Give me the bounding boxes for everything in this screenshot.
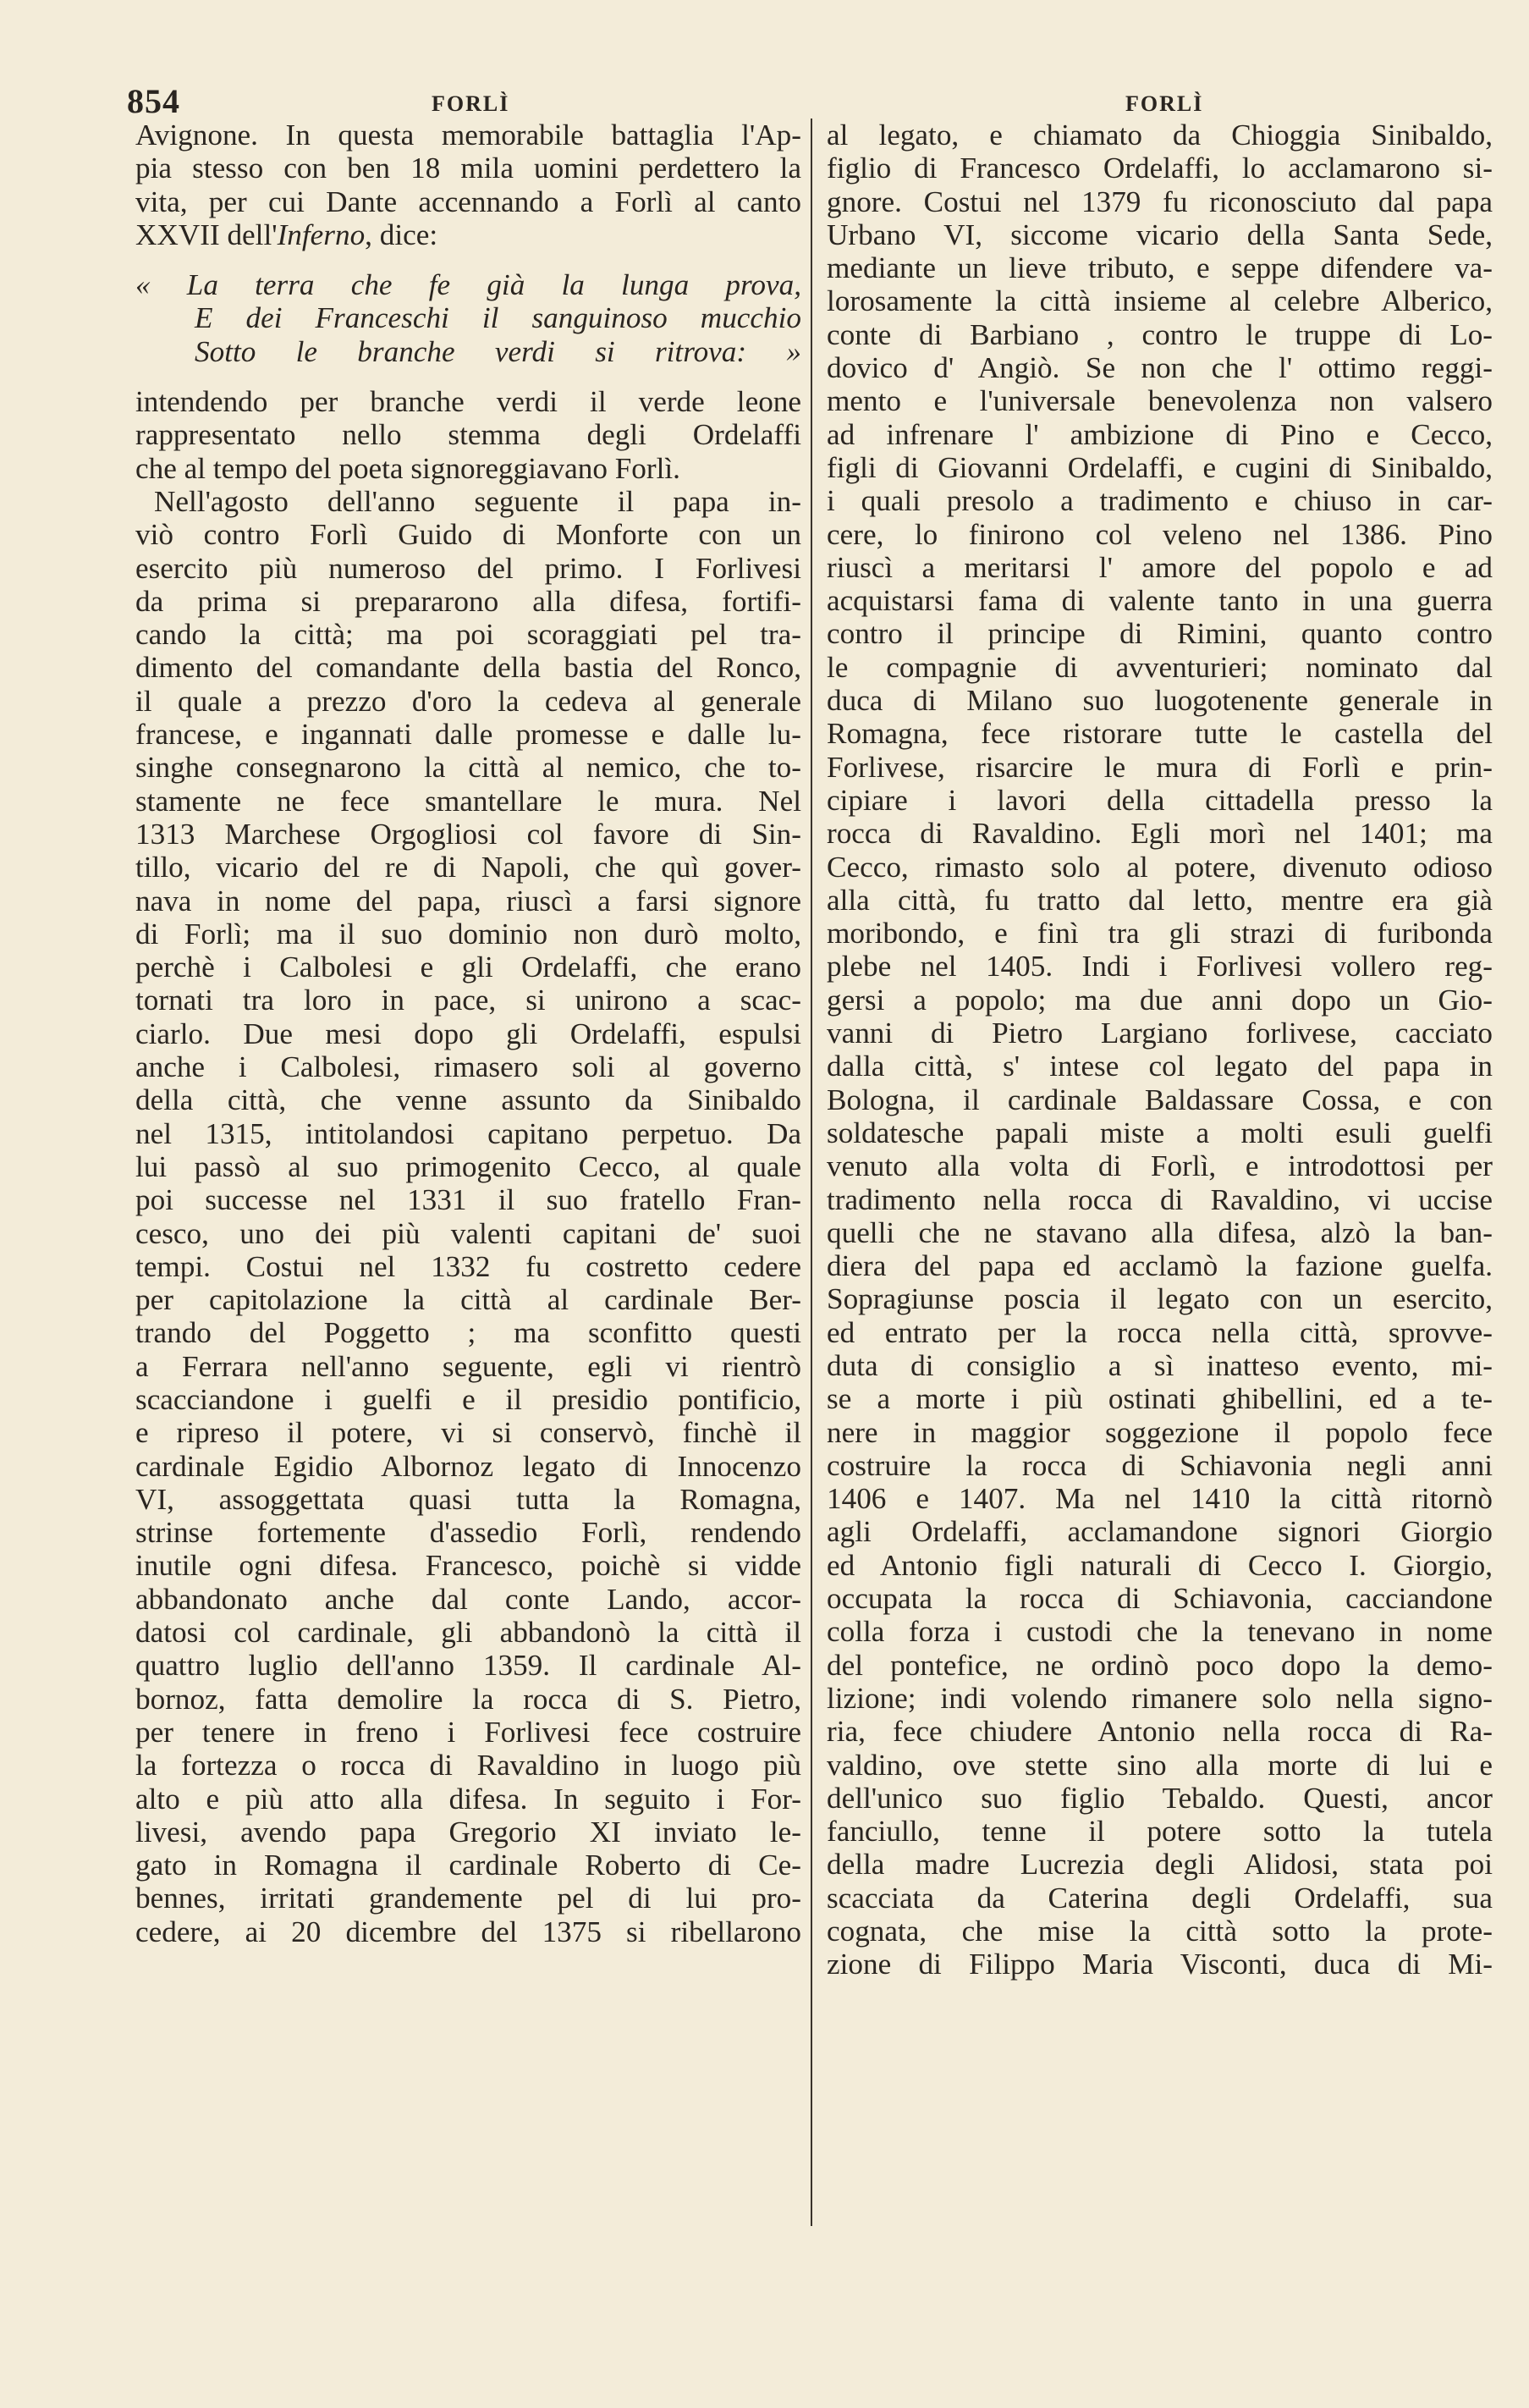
text-line: singhe consegnarono la città al nemico, che to- xyxy=(135,751,801,785)
text-line: valdino, ove stette sino alla morte di lui e xyxy=(827,1748,1493,1782)
text-line: pia stesso con ben 18 mila uomini perdettero la xyxy=(135,152,801,185)
text-line: Bologna, il cardinale Baldassare Cossa, e con xyxy=(827,1083,1493,1116)
column-divider xyxy=(811,118,812,2226)
text-line: mediante un lieve tributo, e seppe difendere va- xyxy=(827,251,1493,285)
text-line: livesi, avendo papa Gregorio XI inviato le- xyxy=(135,1815,801,1849)
text-line: lui passò al suo primogenito Cecco, al quale xyxy=(135,1149,801,1183)
text-line: colla forza i custodi che la tenevano in nome xyxy=(827,1615,1493,1649)
dante-verse xyxy=(135,268,801,368)
text-line: dalla città, s' intese col legato del papa in xyxy=(827,1050,1493,1083)
text-line: gnore. Costui nel 1379 fu riconosciuto dal papa xyxy=(827,185,1493,218)
text-line: bennes, irritati grandemente pel di lui pro- xyxy=(135,1882,801,1915)
text-line: trando del Poggetto ; ma sconfitto questi xyxy=(135,1316,801,1350)
text-line: soldatesche papali miste a molti esuli guelfi xyxy=(827,1116,1493,1149)
text-line: scacciandone i guelfi e il presidio pontificio, xyxy=(135,1382,801,1416)
text-line: ciarlo. Due mesi dopo gli Ordelaffi, espulsi xyxy=(135,1017,801,1050)
text-line: per capitolazione la città al cardinale Ber- xyxy=(135,1283,801,1317)
text-line: rappresentato nello stemma degli Ordelaffi xyxy=(135,418,801,452)
text-line: che al tempo del poeta signoreggiavano Forlì. xyxy=(135,451,680,485)
text-line: cipiare i lavori della cittadella presso la xyxy=(827,783,1493,817)
text-line: acquistarsi fama di valente tanto in una guerra xyxy=(827,584,1493,618)
text-line: riuscì a meritarsi l' amore del popolo e ad xyxy=(827,550,1493,584)
text-line: cando la città; ma poi scoraggiati pel tra- xyxy=(135,618,801,652)
text-line: Nell'agosto dell'anno seguente il papa in- xyxy=(154,484,801,518)
text-line: 1313 Marchese Orgogliosi col favore di Sin- xyxy=(135,817,801,851)
text-line: viò contro Forlì Guido di Monforte con un xyxy=(135,518,801,552)
text-line: ria, fece chiudere Antonio nella rocca di Ra- xyxy=(827,1715,1493,1749)
text-line: cesco, uno dei più valenti capitani de' suoi xyxy=(135,1216,801,1250)
text-line: dell'unico suo figlio Tebaldo. Questi, ancor xyxy=(827,1781,1493,1815)
verse-line: E dei Franceschi il sanguinoso mucchio xyxy=(195,301,801,335)
text-line: i quali presolo a tradimento e chiuso in car- xyxy=(827,484,1493,518)
text-line: cardinale Egidio Albornoz legato di Innocenzo xyxy=(135,1449,801,1483)
text-line: cere, lo finirono col veleno nel 1386. Pino xyxy=(827,517,1493,551)
text-line: contro il principe di Rimini, quanto contro xyxy=(827,617,1493,651)
text-line: di Forlì; ma il suo dominio non durò molto, xyxy=(135,917,801,951)
text-line: gato in Romagna il cardinale Roberto di Ce- xyxy=(135,1849,801,1882)
text-line: gersi a popolo; ma due anni dopo un Gio- xyxy=(827,983,1493,1017)
text-line: cognata, che mise la città sotto la prote- xyxy=(827,1915,1493,1948)
left-intro-lines xyxy=(135,118,801,251)
text-line: costruire la rocca di Schiavonia negli anni xyxy=(827,1448,1493,1482)
text-line: ed entrato per la rocca nella città, sprovve- xyxy=(827,1315,1493,1349)
text-line: da prima si prepararono alla difesa, fortifi- xyxy=(135,584,801,618)
text-line: venuto alla volta di Forlì, e introdottosi per xyxy=(827,1149,1493,1183)
text-line: poi successe nel 1331 il suo fratello Fran- xyxy=(135,1183,801,1217)
running-head-right: FORLÌ xyxy=(1125,91,1204,116)
text-line: tradimento nella rocca di Ravaldino, vi uccise xyxy=(827,1182,1493,1216)
text-line: zione di Filippo Maria Visconti, duca di Mi- xyxy=(827,1948,1493,1981)
text-line: Urbano VI, siccome vicario della Santa Sede, xyxy=(827,218,1493,251)
verse-line: Sotto le branche verdi si ritrova: » xyxy=(195,334,801,368)
text-line: alla città, fu tratto dal letto, mentre era già xyxy=(827,883,1493,917)
text-line: plebe nel 1405. Indi i Forlivesi vollero reg- xyxy=(827,950,1493,984)
text-line: della città, che venne assunto da Sinibaldo xyxy=(135,1083,801,1117)
text-line: nel 1315, intitolandosi capitano perpetuo. Da xyxy=(135,1116,801,1150)
text-line: quelli che ne stavano alla difesa, alzò la ban- xyxy=(827,1215,1493,1249)
text-line: scacciata da Caterina degli Ordelaffi, sua xyxy=(827,1881,1493,1915)
text-line: tillo, vicario del re di Napoli, che quì gover- xyxy=(135,851,801,884)
text-line: intendendo per branche verdi il verde leone xyxy=(135,385,801,419)
text-line: datosi col cardinale, gli abbandonò la città il xyxy=(135,1616,801,1650)
text-line: al legato, e chiamato da Chioggia Sinibaldo, xyxy=(827,118,1493,152)
text-line: vanni di Pietro Largiano forlivese, cacciato xyxy=(827,1017,1493,1050)
text-line: anche i Calbolesi, rimasero soli al governo xyxy=(135,1050,801,1084)
text-line: esercito più numeroso del primo. I Forlivesi xyxy=(135,551,801,585)
left-column xyxy=(135,118,801,1948)
text-line: cedere, ai 20 dicembre del 1375 si ribellarono xyxy=(135,1915,801,1948)
text-line: Sopragiunse poscia il legato con un esercito, xyxy=(827,1282,1493,1316)
text-line: del pontefice, ne ordinò poco dopo la demo- xyxy=(827,1648,1493,1682)
text-line: bornoz, fatta demolire la rocca di S. Pietro, xyxy=(135,1682,801,1716)
text-line: Avignone. In questa memorabile battaglia l'Ap- xyxy=(135,118,801,152)
text-line: se a morte i più ostinati ghibellini, ed a te- xyxy=(827,1382,1493,1416)
text-line: vita, per cui Dante accennando a Forlì al canto xyxy=(135,185,801,218)
text-line: perchè i Calbolesi e gli Ordelaffi, che erano xyxy=(135,951,801,984)
text-line: Cecco, rimasto solo al potere, divenuto odioso xyxy=(827,850,1493,884)
text-line: mento e l'universale benevolenza non valsero xyxy=(827,384,1493,418)
text-line: rocca di Ravaldino. Egli morì nel 1401; ma xyxy=(827,817,1493,851)
text-line: Forlivese, risarcire le mura di Forlì e prin- xyxy=(827,750,1493,784)
text-line: VI, assoggettata quasi tutta la Romagna, xyxy=(135,1482,801,1516)
text-line: abbandonato anche dal conte Lando, accor- xyxy=(135,1582,801,1616)
running-head-left: FORLÌ xyxy=(432,91,510,116)
text-line: stamente ne fece smantellare le mura. Nel xyxy=(135,784,801,818)
text-line: duta di consiglio a sì inatteso evento, mi- xyxy=(827,1348,1493,1382)
page-number: 854 xyxy=(127,82,180,120)
text-line: della madre Lucrezia degli Alidosi, stata poi xyxy=(827,1848,1493,1882)
text-line: ed Antonio figli naturali di Cecco I. Giorgio, xyxy=(827,1548,1493,1582)
text-line: le compagnie di avventurieri; nominato dal xyxy=(827,650,1493,684)
text-line: Romagna, fece ristorare tutte le castella del xyxy=(827,717,1493,751)
spacer xyxy=(135,368,801,385)
text-line: ad infrenare l' ambizione di Pino e Cecco, xyxy=(827,417,1493,451)
text-line: figli di Giovanni Ordelaffi, e cugini di Sinibaldo, xyxy=(827,450,1493,484)
verse-line: « La terra che fe già la lunga prova, xyxy=(135,268,801,302)
left-body-lines xyxy=(135,385,801,1948)
text-line: fanciullo, tenne il potere sotto la tutela xyxy=(827,1815,1493,1849)
text-line: figlio di Francesco Ordelaffi, lo acclamarono si- xyxy=(827,152,1493,185)
right-body-lines xyxy=(827,118,1493,1981)
text-line: quattro luglio dell'anno 1359. Il cardinale Al- xyxy=(135,1649,801,1683)
text-line: il quale a prezzo d'oro la cedeva al generale xyxy=(135,684,801,718)
text-line: moribondo, e finì tra gli strazi di furibonda xyxy=(827,917,1493,951)
text-line: inutile ogni difesa. Francesco, poichè si vidde xyxy=(135,1549,801,1583)
text-line: nava in nome del papa, riuscì a farsi signore xyxy=(135,884,801,917)
text-line: occupata la rocca di Schiavonia, cacciandone xyxy=(827,1582,1493,1616)
text-line: agli Ordelaffi, acclamandone signori Giorgio xyxy=(827,1515,1493,1549)
text-line: a Ferrara nell'anno seguente, egli vi rientrò xyxy=(135,1349,801,1383)
text-line: XXVII dell'Inferno, dice: xyxy=(135,218,438,251)
text-line: nere in maggior soggezione il popolo fece xyxy=(827,1415,1493,1449)
text-line: lizione; indi volendo rimanere solo nella signo- xyxy=(827,1681,1493,1715)
text-line: lorosamente la città insieme al celebre Alberico, xyxy=(827,284,1493,318)
text-line: tornati tra loro in pace, si unirono a scac- xyxy=(135,984,801,1017)
text-line: dovico d' Angiò. Se non che l' ottimo reggi- xyxy=(827,351,1493,385)
text-line: diera del papa ed acclamò la fazione guelfa. xyxy=(827,1249,1493,1283)
spacer xyxy=(135,251,801,268)
text-line: tempi. Costui nel 1332 fu costretto cedere xyxy=(135,1249,801,1283)
text-line: duca di Milano suo luogotenente generale in xyxy=(827,684,1493,718)
text-line: e ripreso il potere, vi si conservò, finchè il xyxy=(135,1416,801,1450)
text-line: conte di Barbiano , contro le truppe di Lo- xyxy=(827,317,1493,351)
text-line: strinse fortemente d'assedio Forlì, rendendo xyxy=(135,1516,801,1550)
text-line: francese, e ingannati dalle promesse e dalle lu- xyxy=(135,718,801,752)
text-line: 1406 e 1407. Ma nel 1410 la città ritornò xyxy=(827,1482,1493,1516)
right-column xyxy=(827,118,1493,1981)
text-line: alto e più atto alla difesa. In seguito i For- xyxy=(135,1782,801,1816)
text-line: per tenere in freno i Forlivesi fece costruire xyxy=(135,1715,801,1749)
text-line: la fortezza o rocca di Ravaldino in luogo più xyxy=(135,1749,801,1783)
text-line: dimento del comandante della bastia del Ronco, xyxy=(135,651,801,685)
